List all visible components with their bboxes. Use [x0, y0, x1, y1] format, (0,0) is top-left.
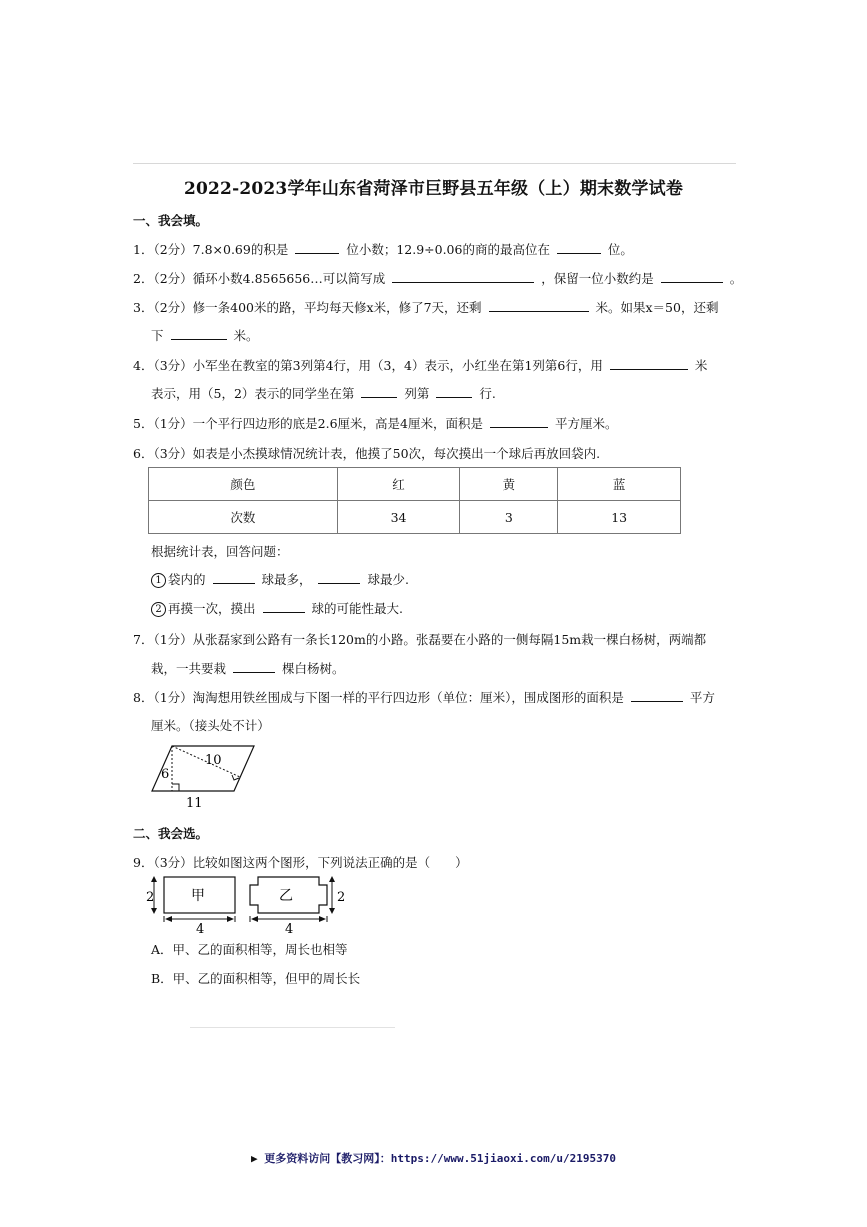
answer-blank[interactable]: [263, 600, 305, 613]
question-5: [133, 414, 617, 432]
yi-height-label: 2: [337, 890, 346, 905]
footer-link[interactable]: [0, 1150, 867, 1166]
yi-width-label: 4: [285, 922, 294, 934]
question-9: 9．（3分）比较如图这两个图形，下列说法正确的是（ ）: [133, 855, 468, 870]
answer-blank[interactable]: [436, 385, 472, 398]
answer-blank[interactable]: [661, 270, 723, 283]
q8-text-a: 8．（1分）淘淘想用铁丝围成与下图一样的平行四边形（单位：厘米），围成图形的面积是: [133, 690, 624, 705]
question-4-line-2: [151, 384, 496, 402]
shape-jia-label: 甲: [191, 888, 205, 904]
answer-blank[interactable]: [631, 689, 683, 702]
question-7: 7．（1分）从张磊家到公路有一条长120m的小路。张磊要在小路的一侧每隔15m栽一棵白杨树，两端都: [133, 632, 707, 647]
option-a[interactable]: A．甲、乙的面积相等，周长也相等: [151, 942, 348, 957]
q1-text-a: 1．（2分）7.8×0.69的积是: [133, 242, 289, 257]
parallelogram-figure: [143, 740, 263, 812]
answer-blank[interactable]: [233, 660, 275, 673]
question-2: [133, 269, 742, 287]
q4-text-a: 4．（3分）小军坐在教室的第3列第4行，用（3，4）表示，小红坐在第1列第6行，用: [133, 358, 603, 373]
q3-text-d: 米。: [233, 328, 259, 343]
q4-text-d: 列第: [404, 386, 430, 401]
option-b[interactable]: B．甲、乙的面积相等，但甲的周长长: [151, 971, 361, 986]
diagonal-label: 10: [205, 753, 222, 768]
q4-text-e: 行.: [479, 386, 496, 401]
q6-s1-text-c: 球最少.: [367, 572, 409, 587]
table-row: [149, 501, 681, 534]
q4-text-c: 表示，用（5，2）表示的同学坐在第: [151, 386, 355, 401]
answer-blank[interactable]: [318, 571, 360, 584]
q3-text-b: 米。如果x＝50，还剩: [595, 300, 719, 315]
table-header-cell: 黄: [460, 468, 558, 501]
table-header-cell: 蓝: [558, 468, 681, 501]
jia-height-label: 2: [146, 890, 155, 905]
shape-yi-label: 乙: [279, 888, 293, 904]
answer-blank[interactable]: [489, 299, 589, 312]
question-1: [133, 240, 633, 258]
q6-subquestion-1: [151, 570, 409, 588]
q5-text-a: 5．（1分）一个平行四边形的底是2.6厘米，高是4厘米，面积是: [133, 416, 483, 431]
q1-text-b: 位小数；12.9÷0.06的商的最高位在: [346, 242, 550, 257]
q2-text-b: ，保留一位小数约是: [541, 271, 654, 286]
answer-blank[interactable]: [610, 357, 688, 370]
question-3-line-2: [151, 326, 259, 344]
q6-s2-text-a: 再摸一次，摸出: [168, 601, 256, 616]
q5-text-b: 平方厘米。: [554, 416, 618, 431]
base-label: 11: [186, 796, 203, 811]
height-label: 6: [161, 767, 170, 782]
q3-text-c: 下: [151, 328, 164, 343]
table-header-cell: 颜色: [149, 468, 338, 501]
answer-blank[interactable]: [392, 270, 534, 283]
q2-text-a: 2．（2分）循环小数4.8565656…可以简写成: [133, 271, 386, 286]
q6-prompt: 根据统计表，回答问题：: [151, 544, 289, 559]
q6-subquestion-2: [151, 599, 403, 617]
answer-blank[interactable]: [295, 241, 339, 254]
table-cell: 次数: [149, 501, 338, 534]
q6-s1-text-b: 球最多，: [261, 572, 312, 587]
q3-text-a: 3．（2分）修一条400米的路，平均每天修x米，修了7天，还剩: [133, 300, 482, 315]
question-3: [133, 298, 718, 316]
bottom-divider: [190, 1027, 395, 1028]
table-header-cell: 红: [337, 468, 460, 501]
section-heading-fill: 一、我会填。: [133, 213, 209, 228]
q4-text-b: 米: [694, 358, 708, 373]
page-title: 2022-2023学年山东省菏泽市巨野县五年级（上）期末数学试卷: [183, 179, 684, 199]
circled-number: 1: [151, 573, 166, 588]
question-8: [133, 688, 715, 706]
flag-icon: ▶: [251, 1152, 258, 1165]
question-4: [133, 356, 707, 374]
answer-blank[interactable]: [213, 571, 255, 584]
answer-blank[interactable]: [557, 241, 601, 254]
table-cell: 34: [337, 501, 460, 534]
top-divider: [133, 163, 736, 164]
table-cell: 3: [460, 501, 558, 534]
jia-width-label: 4: [196, 922, 205, 934]
footer-text[interactable]: 更多资料访问【教习网】：https://www.51jiaoxi.com/u/2195370: [264, 1152, 616, 1165]
q7-text-b: 棵白杨树。: [281, 661, 345, 676]
q2-text-c: 。: [729, 271, 743, 286]
question-6: 6．（3分）如表是小杰摸球情况统计表，他摸了50次，每次摸出一个球后再放回袋内.: [133, 446, 601, 461]
answer-blank[interactable]: [490, 415, 548, 428]
shapes-comparison-figure: [143, 872, 353, 934]
table-row: [149, 468, 681, 501]
q7-text-a: 栽，一共要栽: [151, 661, 227, 676]
circled-number: 2: [151, 602, 166, 617]
q6-s2-text-b: 球的可能性最大.: [311, 601, 403, 616]
section-heading-choose: 二、我会选。: [133, 826, 209, 841]
question-7-line-2: [151, 659, 345, 677]
table-cell: 13: [558, 501, 681, 534]
answer-blank[interactable]: [361, 385, 397, 398]
question-8-line-2: 厘米。（接头处不计）: [151, 718, 270, 733]
answer-blank[interactable]: [171, 327, 227, 340]
q8-text-b: 平方: [689, 690, 715, 705]
q6-s1-text-a: 袋内的: [168, 572, 206, 587]
ball-statistics-table: [148, 467, 681, 534]
q1-text-c: 位。: [607, 242, 633, 257]
